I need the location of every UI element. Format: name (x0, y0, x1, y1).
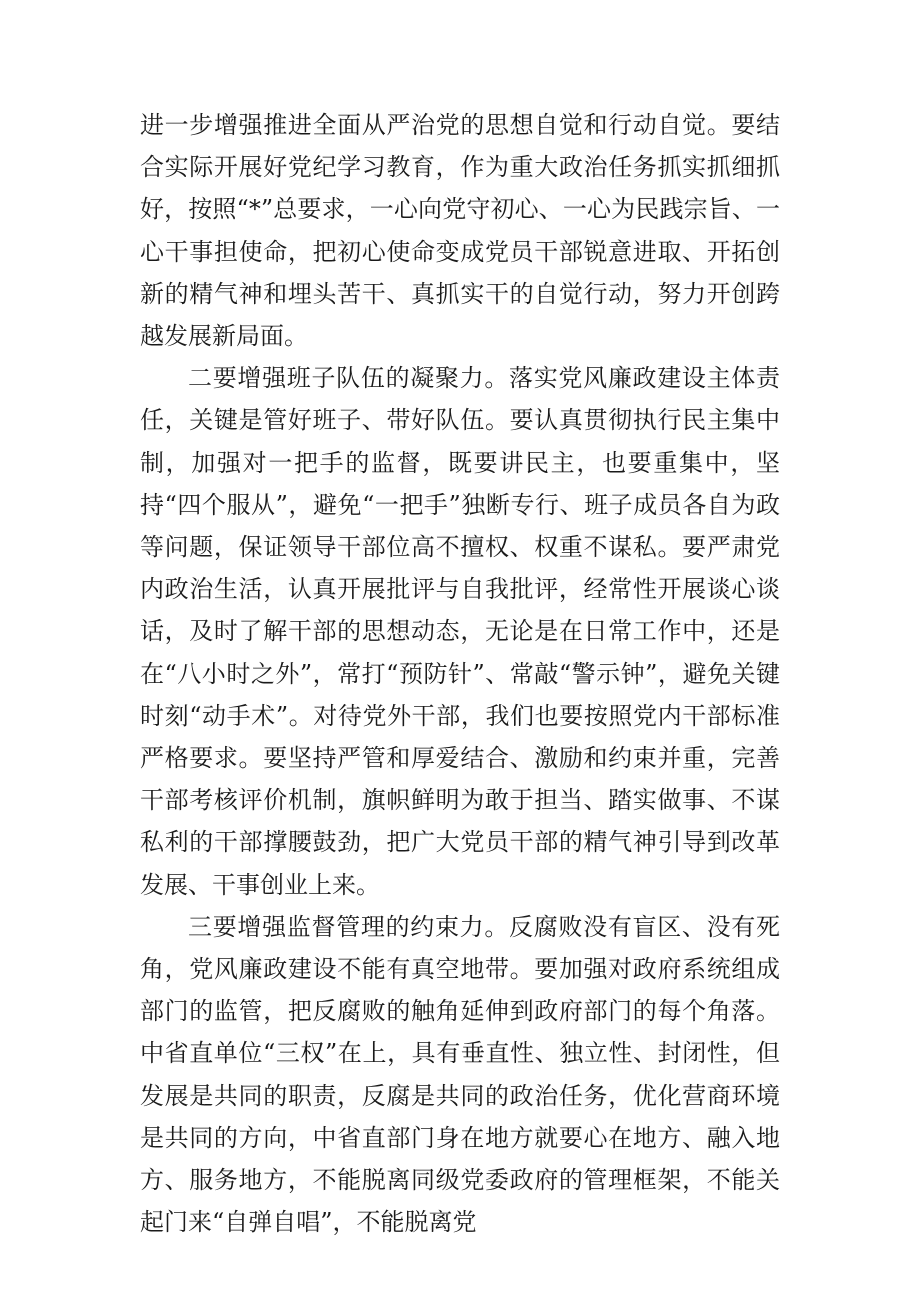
paragraph-three: 三要增强监督管理的约束力。反腐败没有盲区、没有死角，党风廉政建设不能有真空地带。要加强对政府系统组成部门的监管，把反腐败的触角延伸到政府部门的每个角落。中省直单位“三权”在上，具有垂直性、独立性、封闭性，但发展是共同的职责，反腐是共同的政治任务，优化营商环境是共同的方向，中省直部门身在地方就要心在地方、融入地方、服务地方，不能脱离同级党委政府的管理框架，不能关起门来“自弹自唱”，不能脱离党 (140, 912, 780, 1237)
paragraph-two: 二要增强班子队伍的凝聚力。落实党风廉政建设主体责任，关键是管好班子、带好队伍。要认真贯彻执行民主集中制，加强对一把手的监督，既要讲民主，也要重集中，坚持“四个服从”，避免“一把手”独断专行、班子成员各自为政等问题，保证领导干部位高不擅权、权重不谋私。要严肃党内政治生活，认真开展批评与自我批评，经常性开展谈心谈话，及时了解干部的思想动态，无论是在日常工作中，还是在“八小时之外”，常打“预防针”、常敲“警示钟”，避免关键时刻“动手术”。对待党外干部，我们也要按照党内干部标准严格要求。要坚持严管和厚爱结合、激励和约束并重，完善干部考核评价机制，旗帜鲜明为敢于担当、踏实做事、不谋私利的干部撑腰鼓劲，把广大党员干部的精气神引导到改革发展、干事创业上来。 (140, 364, 780, 899)
body-text (140, 104, 780, 1243)
paragraph-intro: 进一步增强推进全面从严治党的思想自觉和行动自觉。要结合实际开展好党纪学习教育，作为重大政治任务抓实抓细抓好，按照“*”总要求，一心向党守初心、一心为民践宗旨、一心干事担使命，把初心使命变成党员干部锐意进取、开拓创新的精气神和埋头苦干、真抓实干的自觉行动，努力开创跨越发展新局面。 (140, 111, 780, 351)
